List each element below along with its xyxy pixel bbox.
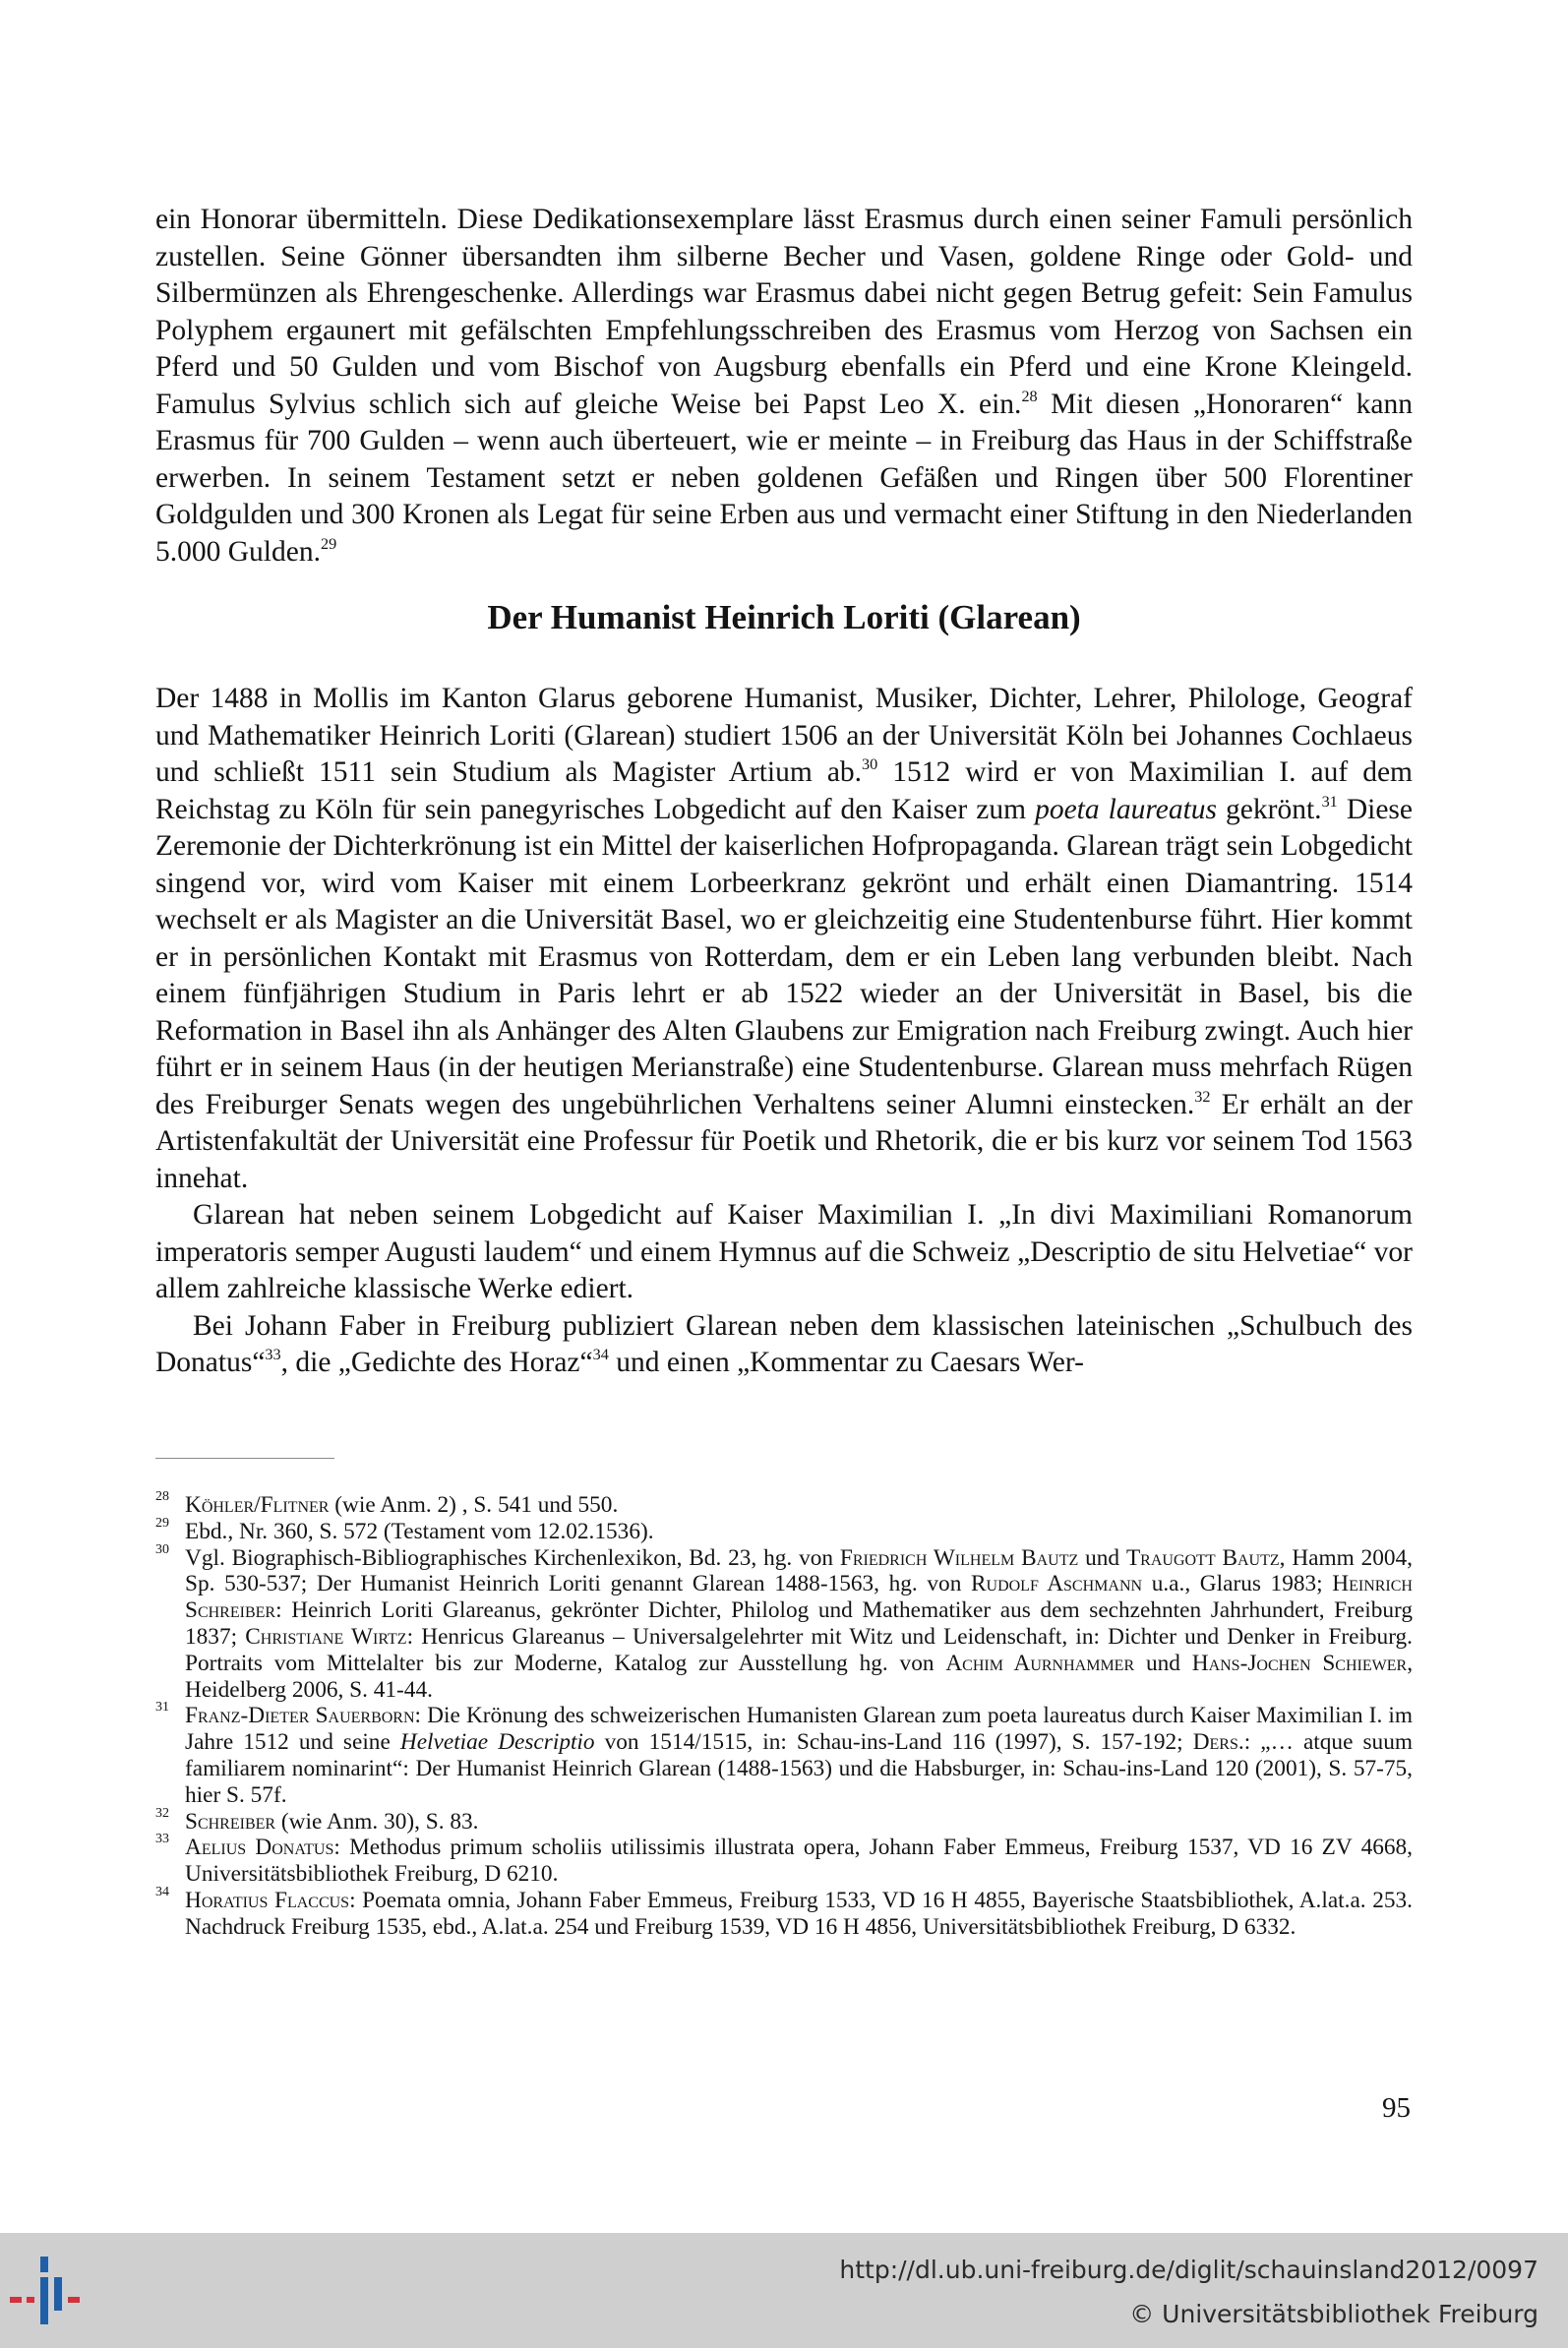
footer-copyright: © Universitätsbibliothek Freiburg	[1129, 2300, 1538, 2328]
footnote-ref-31[interactable]: 31	[1321, 792, 1338, 811]
footnotes	[155, 1489, 1414, 1941]
author-name: Traugott Bautz	[1125, 1544, 1280, 1571]
paragraph-1-line: persönlich zustellen. Seine Gönner übersandten ihm silberne Becher und Vasen, goldene Ringe	[155, 204, 1414, 272]
paragraph-1-line: Mit diesen „Honoraren“ kann Erasmus für 700 Gulden – wenn auch	[155, 388, 1413, 456]
footnote-number: 28	[155, 1489, 169, 1504]
footnote-text: Vgl. Biographisch-Bibliographisches Kirchenlexikon, Bd. 23, hg. von	[185, 1544, 840, 1571]
paragraph-2-text: 1512 wird er von Maximilian I. auf dem Reichstag zu Köln für sein panegyrisches Lobgedicht auf den Kaiser zum	[155, 756, 1413, 825]
footnote-ref-34[interactable]: 34	[592, 1345, 609, 1363]
footnote-text: von 1514/1515, in: Schau-ins-Land 116 (1997), S. 157-192;	[594, 1729, 1193, 1756]
footnote-ref-29[interactable]: 29	[320, 534, 337, 553]
paragraph-1	[155, 202, 1413, 571]
footnote-text: , Heidelberg 2006, S. 41-44.	[185, 1650, 1414, 1703]
paragraph-1-line: Erasmus vom Herzog von Sachsen ein Pferd und 50 Gulden und vom Bischof von Augsburg	[155, 314, 1414, 383]
italic-title: Helvetiae Descriptio	[399, 1729, 595, 1756]
paragraph-4	[155, 1308, 1413, 1382]
footnote-number: 33	[155, 1832, 169, 1847]
paragraph-1-line: ein Honorar übermitteln. Diese Dedikationsexemplare lässt Erasmus durch einen seiner Famuli	[155, 204, 1283, 235]
paragraph-1-line: 300 Kronen als Legat für seine Erben aus und vermacht einer Stiftung in den Niederlanden	[351, 499, 1414, 530]
author-name: Schreiber	[185, 1808, 276, 1835]
paragraph-1-line: Betrug gefeit: Sein Famulus Polyphem ergaunert mit gefälschten Empfehlungsschreiben des	[155, 277, 1413, 346]
footnote-ref-30[interactable]: 30	[862, 754, 878, 773]
footnote-number: 32	[155, 1805, 169, 1821]
paragraph-4-text: und einen „Kommentar zu Caesars Wer-	[608, 1347, 1084, 1378]
ub-freiburg-logo-icon	[8, 2251, 96, 2329]
footnote-text: (wie Anm. 2) , S. 541 und 550.	[329, 1492, 619, 1518]
italic-phrase: poeta laureatus	[1035, 793, 1218, 825]
paragraph-1-line: ebenfalls ein Pferd und eine Krone Kleingeld. Famulus Sylvius schlich sich auf gleiche Weise	[155, 351, 1413, 420]
footnote-number: 29	[155, 1515, 169, 1531]
paragraph-1-line: bei Papst Leo X. ein.	[754, 388, 1022, 420]
footnote-text: : „… atque suum familiarem nominarint“: Der Humanist Heinrich Glarean (1488-1563) und die Habsburger, in: Schau-ins-Land 120 (2001), S. 57-75, hier S. 57f.	[185, 1729, 1413, 1808]
footnote-ref-28[interactable]: 28	[1021, 387, 1038, 405]
author-name: Achim Aurnhammer	[945, 1650, 1135, 1676]
paragraph-1-line: überteuert, wie er meinte – in Freiburg das Haus in der Schiffstraße erwerben. In seinem	[155, 425, 1413, 494]
author-name: Friedrich Wilhelm Bautz	[839, 1544, 1079, 1571]
paragraph-1-line: Testament setzt er neben goldenen Gefäßen und Ringen über 500 Florentiner Goldgulden und	[155, 461, 1413, 530]
footnote-text: und	[1078, 1544, 1126, 1571]
footer-url-link[interactable]: http://dl.ub.uni-freiburg.de/diglit/schauinsland2012/0097	[839, 2256, 1538, 2284]
footnote-34	[155, 1884, 1413, 1941]
paragraph-1-line: 5.000 Gulden.	[155, 535, 321, 568]
paragraph-4-text: , die „Gedichte des Horaz“	[280, 1347, 593, 1378]
paragraph-2-text: Diese Zeremonie der Dichterkrönung ist ein Mittel der kaiserlichen Hofpropaganda. Glarean trägt sein Lobgedicht singend vor, wird vom Kaiser mit einem Lorbeerkranz gekrönt und erhält einen Diamantring. 1514 wechselt er als Magister an die Universität Basel, wo er gleichzeitig eine Studentenburse führt. Hier kommt er in persönlichen Kontakt mit Erasmus von Rotterdam, dem er ein Leben lang verbunden bleibt. Nach einem fünfjährigen Studium in Paris lehrt er ab 1522 wieder an der Universität in Basel, bis die Reformation in Basel ihn als Anhänger des Alten Glaubens zur Emigration nach Freiburg zwingt. Auch hier führt er in seinem Haus (in der heutigen Merianstraße) eine Studentenburse. Glarean muss mehrfach Rügen des Freiburger Senats wegen des ungebührlichen Verhaltens seiner Alumni einstecken.	[155, 793, 1413, 1120]
footnote-number: 30	[155, 1541, 169, 1557]
paragraph-1-line: oder Gold- und Silbermünzen als Ehrengeschenke. Allerdings war Erasmus dabei nicht gegen	[155, 240, 1413, 309]
author-name: Ders.	[1192, 1729, 1244, 1756]
author-name: Franz-Dieter Sauerborn	[185, 1703, 415, 1729]
footnote-text: und	[1134, 1650, 1192, 1676]
footnote-33	[155, 1832, 1413, 1888]
paragraph-2-text: gekrönt.	[1217, 793, 1322, 825]
author-name: Heinrich Schreiber	[185, 1571, 1413, 1624]
footnote-29	[155, 1515, 1413, 1545]
footnote-text: Ebd., Nr. 360, S. 572 (Testament vom 12.02.1536).	[185, 1518, 654, 1544]
author-name: Aelius Donatus	[185, 1835, 334, 1861]
author-name: Rudolf Aschmann	[970, 1571, 1143, 1597]
paragraph-2	[155, 681, 1413, 1197]
footnote-30	[155, 1541, 1414, 1704]
footnote-text: : Henricus Glareanus – Universalgelehrter mit Witz und Leidenschaft, in: Dichter und Denker in Freiburg. Portraits vom Mittelalter bis zur Moderne, Katalog zur Ausstellung hg. von	[185, 1623, 1414, 1676]
footnote-separator	[155, 1458, 334, 1459]
footnote-text: : Heinrich Loriti Glareanus, gekrönter Dichter, Philolog und Mathematiker aus dem sechzehnten Jahrhundert, Freiburg 1837;	[185, 1597, 1413, 1650]
section-heading: Der Humanist Heinrich Loriti (Glarean)	[487, 598, 1081, 636]
author-name: Köhler/Flitner	[185, 1492, 330, 1518]
paragraph-4-text: Bei Johann Faber in Freiburg publiziert Glarean neben dem klassischen lateinischen „Schulbuch des Donatus“	[155, 1309, 1413, 1378]
footnote-ref-33[interactable]: 33	[265, 1345, 281, 1363]
footnote-text: , Hamm 2004, Sp. 530-537; Der Humanist Heinrich Loriti genannt Glarean 1488-1563, hg. von	[185, 1544, 1414, 1597]
footnote-text: u.a., Glarus 1983;	[1142, 1571, 1333, 1597]
paragraph-3: Glarean hat neben seinem Lobgedicht auf Kaiser Maximilian I. „In divi Maximiliani Romanorum imperatoris semper Augusti laudem“ und einem Hymnus auf die Schweiz „Descriptio de situ Helvetiae“ vor allem zahlreiche klassische Werke ediert.	[155, 1199, 1413, 1304]
footnote-text: : Poemata omnia, Johann Faber Emmeus, Freiburg 1533, VD 16 H 4855, Bayerische Staatsbibliothek, A.lat.a. 253. Nachdruck Freiburg 1535, ebd., A.lat.a. 254 und Freiburg 1539, VD 16 H 4856, Universitätsbibliothek Freiburg, D 6332.	[185, 1887, 1413, 1940]
body-text	[155, 202, 1413, 1382]
author-name: Hans-Jochen Schiewer	[1191, 1650, 1408, 1676]
paragraph-2-text: Er erhält an der Artistenfakultät der Universität eine Professur für Poetik und Rhetorik, die er bis kurz vor seinem Tod 1563 innehat.	[155, 1088, 1413, 1194]
footnote-31	[155, 1700, 1414, 1808]
footnote-text: : Methodus primum scholiis utilissimis illustrata opera, Johann Faber Emmeus, Freiburg 1537, VD 16 ZV 4668, Universitätsbibliothek Freiburg, D 6210.	[185, 1835, 1413, 1888]
footnote-ref-32[interactable]: 32	[1194, 1087, 1211, 1106]
author-name: Christiane Wirtz	[245, 1623, 407, 1650]
footnote-28	[155, 1489, 1413, 1519]
footnote-text: (wie Anm. 30), S. 83.	[275, 1808, 479, 1835]
footnote-text: : Die Krönung des schweizerischen Humanisten Glarean zum poeta laureatus durch Kaiser Maximilian I. im Jahre 1512 und seine	[185, 1703, 1414, 1756]
footnote-number: 34	[155, 1884, 169, 1899]
footnote-32	[155, 1805, 1413, 1836]
paragraph-2-text: Der 1488 in Mollis im Kanton Glarus geborene Humanist, Musiker, Dichter, Lehrer, Philologe, Geograf und Mathematiker Heinrich Loriti (Glarean) studiert 1506 an der Universität Köln bei Johannes Cochlaeus und schließt 1511 sein Studium als Magister Artium ab.	[155, 683, 1413, 788]
footnote-number: 31	[155, 1700, 169, 1716]
author-name: Horatius Flaccus	[185, 1887, 350, 1913]
footer-bar	[0, 2233, 1568, 2348]
page-number: 95	[1382, 2092, 1411, 2124]
